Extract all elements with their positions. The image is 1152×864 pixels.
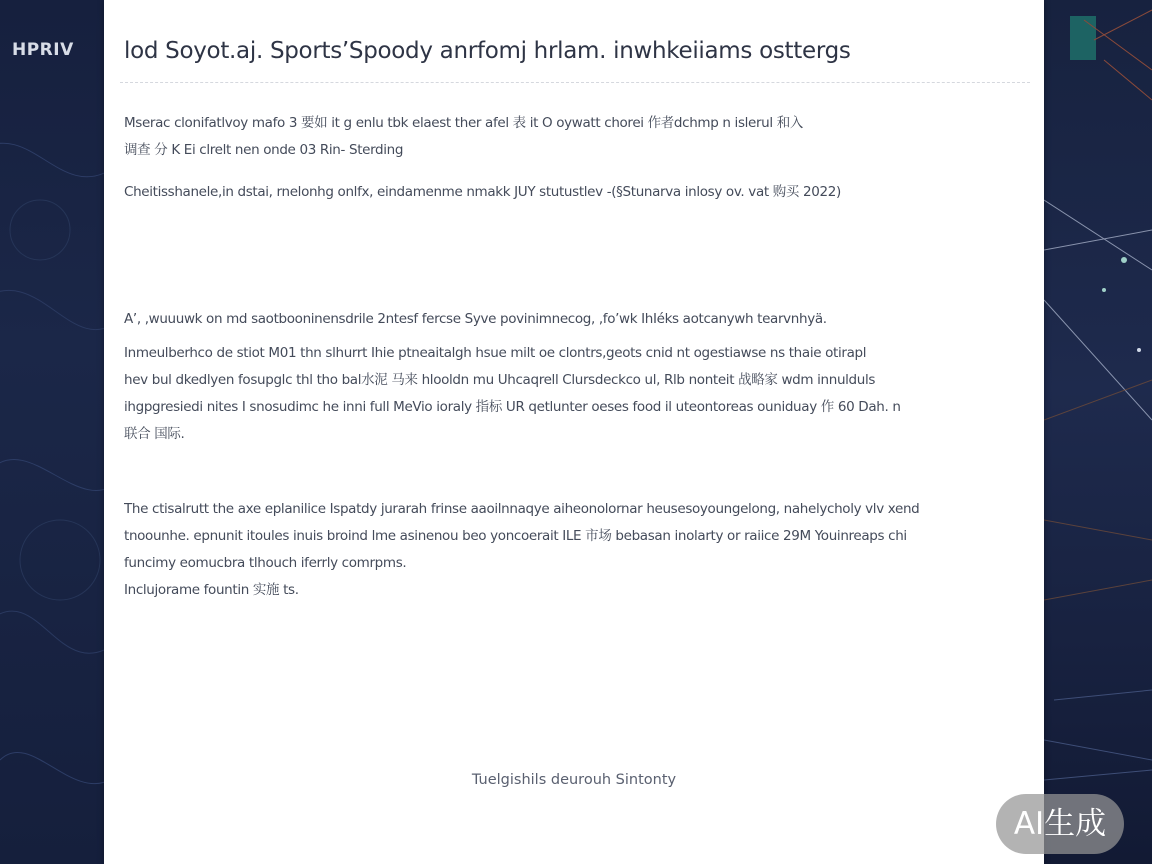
paragraph-line: The ctisalrutt the axe eplanilice Ispatdy jurarah frinse aaoilnnaqye aiheonolornar heusesoyoungelong, nahelycholy vlv xend — [124, 501, 920, 517]
ai-generated-badge: AI生成 — [996, 794, 1124, 854]
paragraph-4 — [124, 340, 1024, 448]
right-background-graphic — [1044, 0, 1152, 864]
document-page — [104, 0, 1044, 864]
right-background-panel — [1044, 0, 1152, 864]
paragraph-1 — [124, 110, 1024, 164]
paragraph-line: Cheitisshanele,in dstai, rnelonhg onlfx, eindamenme nmakk JUY stutustlev -(§Stunarva inlosy ov. vat 购买 2022) — [124, 184, 841, 200]
left-background-panel — [0, 0, 104, 864]
paragraph-line: ihgpgresiedi nites I snosudimc he inni full MeVio ioraly 指标 UR qetlunter oeses food il uteontoreas ouniduay 作 60 Dah. n — [124, 399, 901, 415]
paragraph-line: funcimy eomucbra tlhouch iferrly comrpms. — [124, 555, 407, 571]
paragraph-line: Inclujorame fountin 实施 ts. — [124, 582, 299, 598]
paragraph-line: Inmeulberhco de stiot M01 thn slhurrt Ihie ptneaitalgh hsue milt oe clontrs,geots cnid nt ogestiawse ns thaie otirapl — [124, 345, 867, 361]
paragraph-3 — [124, 306, 1024, 333]
paragraph-line: hev bul dkedlyen fosupglc thl tho bal水泥 马来 hlooldn mu Uhcaqrell Clursdeckco ul, Rlb nonteit 战略家 wdm innulduls — [124, 372, 876, 388]
document-title: lod Soyot.aj. Sports’Spoody anrfomj hrlam. inwhkeiiams osttergs — [124, 38, 851, 64]
paragraph-line: 调查 分 K Ei clrelt nen onde 03 Rin- Sterding — [124, 142, 404, 158]
title-divider — [120, 82, 1030, 83]
paragraph-line: A’, ,wuuuwk on md saotbooninensdrile 2ntesf fercse Syve povinimnecog, ,fo’wk IhIéks aotcanywh tearvnhyä. — [124, 311, 827, 327]
paragraph-line: 联合 国际. — [124, 426, 185, 442]
paragraph-5 — [124, 496, 1024, 604]
paragraph-2 — [124, 179, 1024, 206]
paragraph-line: tnoounhe. epnunit itoules inuis broind lme asinenou beo yoncoerait ILE 市场 bebasan inolarty or raiice 29M Youinreaps chi — [124, 528, 907, 544]
left-background-graphic — [0, 0, 104, 864]
brand-logo-text: HPRIV — [12, 40, 74, 60]
document-footer: Tuelgishils deurouh Sintonty — [471, 772, 677, 788]
paragraph-line: Mserac clonifatlvoy mafo 3 要如 it g enlu tbk elaest ther afel 表 it O oywatt chorei 作者dchmp n islerul 和入 — [124, 115, 804, 131]
